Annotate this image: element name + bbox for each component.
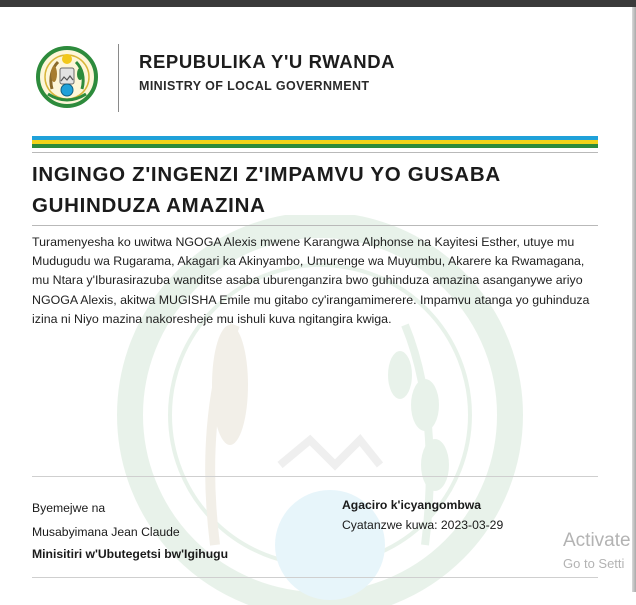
signatory-name: Musabyimana Jean Claude: [32, 525, 180, 539]
header-divider: [118, 44, 119, 112]
country-name: REPUBULIKA Y'U RWANDA: [139, 51, 396, 72]
divider-footer: [32, 577, 598, 578]
page-edge-shadow: [632, 7, 636, 592]
approved-by-label: Byemejwe na: [32, 501, 106, 515]
national-color-stripes: [32, 136, 598, 148]
divider-title: [32, 225, 598, 226]
signatory-title: Minisitiri w'Ubutegetsi bw'Igihugu: [32, 547, 229, 561]
window-top-bar: [0, 0, 636, 7]
ministry-name: MINISTRY OF LOCAL GOVERNMENT: [139, 79, 370, 93]
coat-of-arms-logo: [36, 44, 98, 110]
divider-top: [32, 152, 598, 153]
document-title-line-2: GUHINDUZA AMAZINA: [32, 194, 266, 217]
green-stripe: [32, 144, 598, 148]
document-title-line-1: INGINGO Z'INGENZI Z'IMPAMVU YO GUSABA: [32, 163, 501, 186]
windows-activation-link[interactable]: Go to Setti: [563, 556, 625, 571]
windows-activation-title: Activate: [563, 530, 631, 551]
document-body: Turamenyesha ko uwitwa NGOGA Alexis mwene Karangwa Alphonse na Kayitesi Esther, utuye mu Mudugudu wa Rugarama, Akagari ka Akinyambo, Umurenge wa Muyumbu, Akarere ka Rwamagana, mu Ntara y'Iburasirazuba wanditse asaba uburenganzira bwo guhinduza amazina asanganywe ariyo NGOGA Alexis, akitwa MUGISHA Emile mu gitabo cy'irangamimerere. Impamvu atanga yo guhinduza izina ni Niyo mazina nakoresheje mu ishuli kuva ngitangira kwiga.: [32, 235, 590, 326]
document-title: [32, 159, 592, 221]
divider-bottom: [32, 476, 598, 477]
issued-date: Cyatanzwe kuwa: 2023-03-29: [342, 518, 504, 532]
certificate-fee-label: Agaciro k'icyangombwa: [342, 498, 482, 512]
